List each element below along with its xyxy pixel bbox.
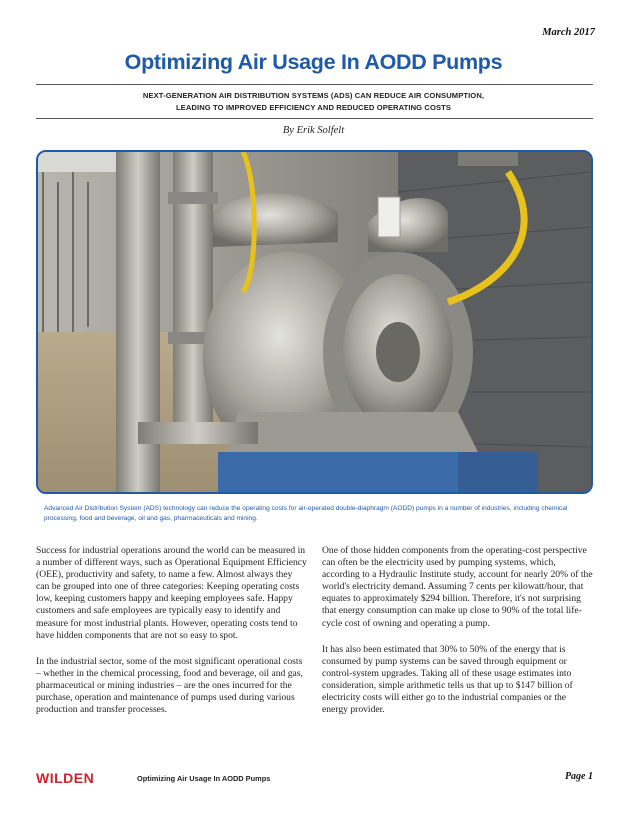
- title-rule-bottom: [36, 118, 593, 119]
- body-paragraph: In the industrial sector, some of the most significant operational costs – whether in the chemical processing, food and beverage, oil and gas, pharmaceutical or mining industries – are the ones incurred for the purchase, operation and maintenance of pumps used during various production and transfer processes.: [36, 655, 303, 716]
- byline: By Erik Solfelt: [282, 125, 345, 136]
- body-paragraph: One of those hidden components from the operating-cost perspective can often be the electricity used by pumping systems, which, according to a Hydraulic Institute study, account for nearly 20% of the world's electricity demand. Assuming 7 cents per kilowatt/hour, that equates to approximately $294 billion. Therefore, it's not surprising that energy consumption can make up close to 90% of the total life-cycle cost of owning and operating a pump.: [322, 545, 593, 629]
- subtitle-line-2: LEADING TO IMPROVED EFFICIENCY AND REDUCED OPERATING COSTS: [175, 103, 452, 112]
- pump-illustration: [38, 152, 591, 492]
- body-column-left: [36, 545, 308, 730]
- pump-photo: [36, 150, 593, 494]
- issue-date: March 2017: [542, 27, 595, 38]
- figure-caption: Advanced Air Distribution System (ADS) technology can reduce the operating costs for air-operated double-diaphragm (AODD) pumps in a number of industries, including chemical processing, food and beverage, oil and gas, pharmaceuticals and mining.: [44, 505, 568, 522]
- footer-title: Optimizing Air Usage In AODD Pumps: [137, 774, 271, 783]
- wilden-logo: WILDEN: [36, 770, 95, 786]
- page-number: Page 1: [564, 771, 593, 782]
- body-paragraph: It has also been estimated that 30% to 50% of the energy that is consumed by pump systems can be saved through equipment or control-system upgrades. Taking all of these usage estimates into consideration, simple arithmetic tells us that up to $147 billion of electricity costs will either go to the industrial companies or the energy provider.: [322, 643, 573, 716]
- title-rule-top: [36, 84, 593, 85]
- body-paragraph: Success for industrial operations around the world can be measured in a number of different ways, such as Operational Equipment Efficiency (OEE), productivity and safety, to name a few. Almost always they can be grouped into one of three categories: Keeping operating costs low, keeping customers happy and keeping employees safe. Happy customers and safe employees are typically easy to identify and measure for most industrial plants. However, operating costs tend to have hidden components that are not so easy to spot.: [36, 545, 307, 641]
- subtitle-line-1: NEXT-GENERATION AIR DISTRIBUTION SYSTEMS (ADS) CAN REDUCE AIR CONSUMPTION,: [142, 91, 485, 100]
- body-column-right: [322, 545, 594, 730]
- subtitle: [60, 90, 567, 114]
- page-title: Optimizing Air Usage In AODD Pumps: [124, 50, 503, 74]
